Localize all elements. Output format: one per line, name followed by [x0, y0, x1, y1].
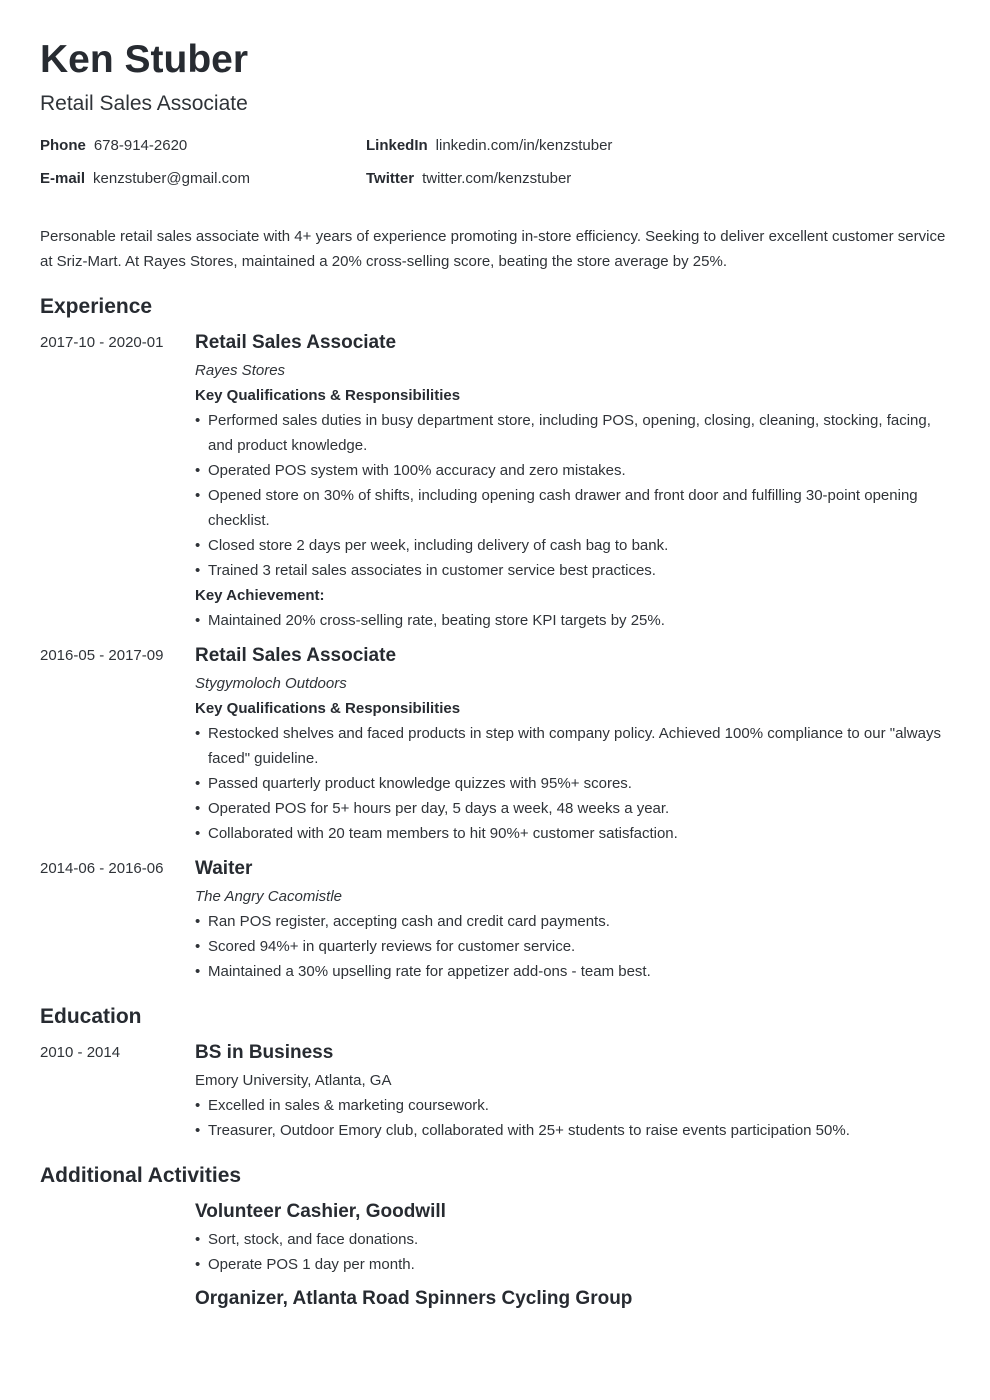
- contact-twitter: [366, 170, 950, 188]
- responsibilities-list: [195, 909, 950, 984]
- list-item: • Maintained a 30% upselling rate for appetizer add-ons - team best.: [195, 959, 950, 984]
- list-item: • Ran POS register, accepting cash and credit card payments.: [195, 909, 950, 934]
- job-dates: 2017-10 - 2020-01: [40, 334, 164, 351]
- activity-spacer: [40, 1287, 195, 1311]
- activity-details: [195, 1200, 950, 1277]
- job-dates: 2016-05 - 2017-09: [40, 647, 164, 664]
- education-details: [195, 1041, 950, 1143]
- contact-linkedin: [366, 137, 950, 155]
- list-item: • Operated POS system with 100% accuracy and zero mistakes.: [195, 458, 950, 483]
- experience-entry: [40, 644, 950, 846]
- list-item: • Operate POS 1 day per month.: [195, 1252, 950, 1277]
- education-entry: [40, 1041, 950, 1143]
- job-company: The Angry Cacomistle: [195, 888, 342, 905]
- activity-title: Volunteer Cashier, Goodwill: [195, 1201, 446, 1222]
- activity-title: Organizer, Atlanta Road Spinners Cycling Group: [195, 1288, 633, 1309]
- contact-phone-value: 678-914-2620: [93, 137, 188, 154]
- job-dates: 2014-06 - 2016-06: [40, 860, 164, 877]
- list-item: • Passed quarterly product knowledge quizzes with 95%+ scores.: [195, 771, 950, 796]
- list-item: • Collaborated with 20 team members to hit 90%+ customer satisfaction.: [195, 821, 950, 846]
- activity-spacer: [40, 1200, 195, 1277]
- profile-summary: Personable retail sales associate with 4+ years of experience promoting in-store efficiency. Seeking to deliver excellent customer service at Sriz-Mart. At Rayes Stores, maintained a 20% cross-selling score, beating the store average by 25%.: [40, 228, 946, 270]
- list-item: • Scored 94%+ in quarterly reviews for customer service.: [195, 934, 950, 959]
- list-item: • Restocked shelves and faced products in step with company policy. Achieved 100% compliance to our "always faced" guideline.: [195, 721, 950, 771]
- contact-twitter-label: Twitter: [366, 170, 415, 187]
- contact-email: [40, 170, 366, 188]
- education-dates: 2010 - 2014: [40, 1044, 121, 1061]
- job-details: [195, 857, 950, 984]
- list-item: • Sort, stock, and face donations.: [195, 1227, 950, 1252]
- achievements-list: [195, 608, 950, 633]
- job-company: Stygymoloch Outdoors: [195, 675, 347, 692]
- experience-entry: [40, 331, 950, 633]
- activities-heading: Additional Activities: [40, 1164, 242, 1187]
- activity-details: [195, 1287, 950, 1311]
- job-title: Waiter: [195, 858, 253, 879]
- list-item: • Trained 3 retail sales associates in customer service best practices.: [195, 558, 950, 583]
- activity-entry: [40, 1200, 950, 1277]
- job-title: Retail Sales Associate: [195, 332, 397, 353]
- degree-title: BS in Business: [195, 1042, 334, 1063]
- contact-phone-label: Phone: [40, 137, 86, 154]
- qualifications-heading: Key Qualifications & Responsibilities: [195, 700, 461, 717]
- job-details: [195, 644, 950, 846]
- list-item: • Treasurer, Outdoor Emory club, collaborated with 25+ students to raise events participation 50%.: [195, 1118, 950, 1143]
- list-item: • Operated POS for 5+ hours per day, 5 days a week, 48 weeks a year.: [195, 796, 950, 821]
- candidate-name: Ken Stuber: [40, 38, 249, 81]
- candidate-title: Retail Sales Associate: [40, 92, 248, 115]
- achievement-heading: Key Achievement:: [195, 587, 325, 604]
- education-heading: Education: [40, 1005, 142, 1028]
- education-list: [195, 1093, 950, 1143]
- list-item: • Performed sales duties in busy department store, including POS, opening, closing, cleaning, stocking, facing, and product knowledge.: [195, 408, 950, 458]
- qualifications-heading: Key Qualifications & Responsibilities: [195, 387, 461, 404]
- contact-email-label: E-mail: [40, 170, 86, 187]
- contact-linkedin-label: LinkedIn: [366, 137, 428, 154]
- responsibilities-list: [195, 408, 950, 583]
- responsibilities-list: [195, 721, 950, 846]
- list-item: • Opened store on 30% of shifts, including opening cash drawer and front door and fulfilling 30-point opening checklist.: [195, 483, 950, 533]
- list-item: • Closed store 2 days per week, including delivery of cash bag to bank.: [195, 533, 950, 558]
- list-item: • Excelled in sales & marketing coursework.: [195, 1093, 950, 1118]
- experience-entry: [40, 857, 950, 984]
- job-details: [195, 331, 950, 633]
- activity-entry: [40, 1287, 950, 1311]
- contact-linkedin-value[interactable]: linkedin.com/in/kenzstuber: [435, 137, 613, 154]
- contact-twitter-value[interactable]: twitter.com/kenzstuber: [422, 170, 572, 187]
- list-item: • Maintained 20% cross-selling rate, beating store KPI targets by 25%.: [195, 608, 950, 633]
- school-name: Emory University, Atlanta, GA: [195, 1072, 392, 1089]
- contact-email-value[interactable]: kenzstuber@gmail.com: [93, 170, 250, 187]
- experience-heading: Experience: [40, 295, 153, 318]
- contact-phone: [40, 137, 366, 155]
- job-company: Rayes Stores: [195, 362, 286, 379]
- contact-info: [40, 137, 950, 188]
- activity-list: [195, 1227, 950, 1277]
- job-title: Retail Sales Associate: [195, 645, 397, 666]
